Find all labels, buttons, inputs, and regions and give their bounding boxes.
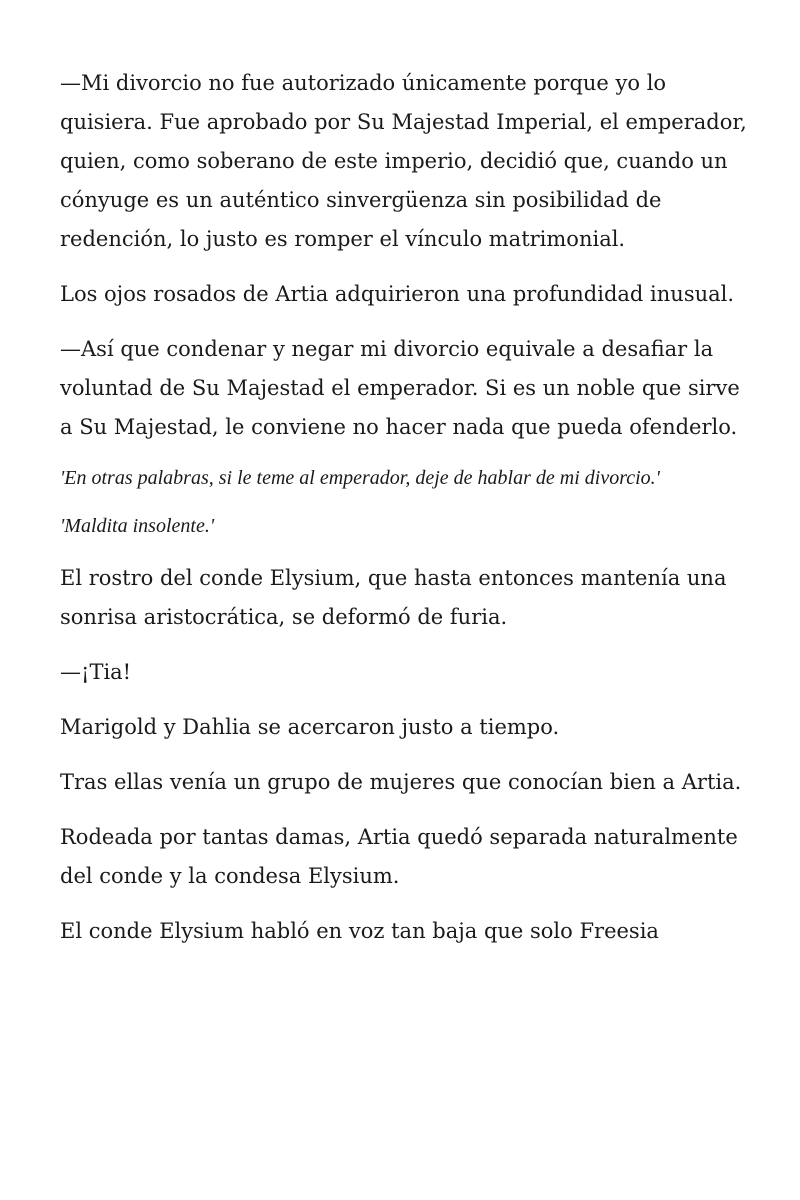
- thought-line-insolent: 'Maldita insolente.': [60, 515, 215, 537]
- paragraph-group-women: Tras ellas venía un grupo de mujeres que conocían bien a Artia.: [60, 770, 742, 794]
- paragraph-divorce-speech: —Mi divorcio no fue autorizado únicamente porque yo lo quisiera. Fue aprobado por Su Majestad Imperial, el emperador, quien, como soberano de este imperio, decidió que, cuando un cónyuge es un auténtico sinvergüenza sin posibilidad de redención, lo justo es romper el vínculo matrimonial.: [60, 71, 747, 251]
- paragraph-count-spoke: El conde Elysium habló en voz tan baja que solo Freesia: [60, 919, 659, 943]
- paragraph-tia-call: —¡Tia!: [60, 660, 132, 684]
- thought-line-emperor: 'En otras palabras, si le teme al emperador, deje de hablar de mi divorcio.': [60, 467, 660, 489]
- paragraph-emperor-will: —Así que condenar y negar mi divorcio equivale a desafiar la voluntad de Su Majestad el emperador. Si es un noble que sirve a Su Majestad, le conviene no hacer nada que pueda ofenderlo.: [60, 337, 740, 439]
- document-page: [60, 64, 750, 967]
- paragraph-count-face: El rostro del conde Elysium, que hasta entonces mantenía una sonrisa aristocrática, se deformó de furia.: [60, 566, 727, 629]
- paragraph-artia-eyes: Los ojos rosados de Artia adquirieron una profundidad inusual.: [60, 282, 735, 306]
- paragraph-surrounded: Rodeada por tantas damas, Artia quedó separada naturalmente del conde y la condesa Elysium.: [60, 825, 738, 888]
- paragraph-marigold-dahlia: Marigold y Dahlia se acercaron justo a tiempo.: [60, 715, 560, 739]
